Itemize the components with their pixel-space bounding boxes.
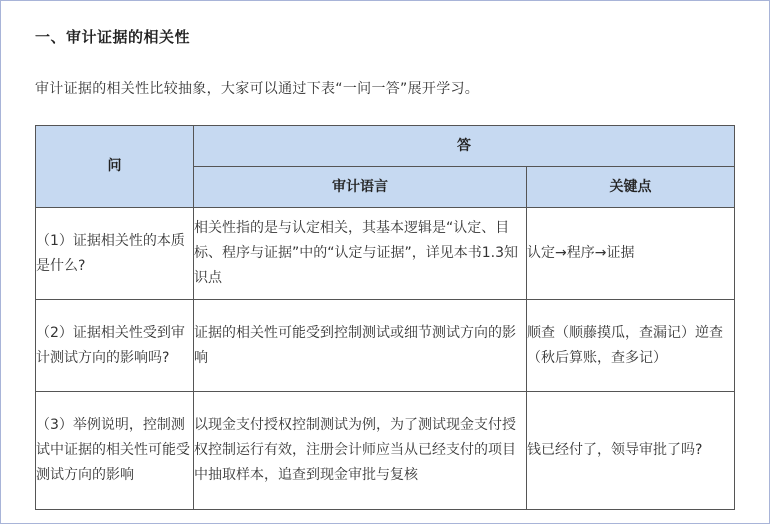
table-row: [36, 392, 735, 510]
header-keypoint: 关键点: [527, 167, 735, 208]
header-language: 审计语言: [194, 167, 527, 208]
question-cell: （1）证据相关性的本质是什么?: [36, 208, 194, 300]
question-cell: （2）证据相关性受到审计测试方向的影响吗?: [36, 300, 194, 392]
keypoint-cell: 顺查（顺藤摸瓜，查漏记）逆查（秋后算账，查多记）: [527, 300, 735, 392]
intro-paragraph: 审计证据的相关性比较抽象，大家可以通过下表“一问一答”展开学习。: [35, 81, 480, 97]
keypoint-cell: 认定→程序→证据: [527, 208, 735, 300]
question-cell: （3）举例说明，控制测试中证据的相关性可能受测试方向的影响: [36, 392, 194, 510]
table-row: [36, 300, 735, 392]
qa-table: [35, 125, 735, 510]
language-cell: 证据的相关性可能受到控制测试或细节测试方向的影响: [194, 300, 527, 392]
header-answer: 答: [194, 126, 735, 167]
language-cell: 相关性指的是与认定相关，其基本逻辑是“认定、目标、程序与证据”中的“认定与证据”，详见本书1.3知识点: [194, 208, 527, 300]
table-header-row: [36, 126, 735, 167]
table-row: [36, 208, 735, 300]
section-heading: 一、审计证据的相关性: [35, 28, 191, 46]
keypoint-cell: 钱已经付了，领导审批了吗?: [527, 392, 735, 510]
language-cell: 以现金支付授权控制测试为例，为了测试现金支付授权控制运行有效，注册会计师应当从已经支付的项目中抽取样本，追查到现金审批与复核: [194, 392, 527, 510]
header-question: 问: [36, 126, 194, 208]
